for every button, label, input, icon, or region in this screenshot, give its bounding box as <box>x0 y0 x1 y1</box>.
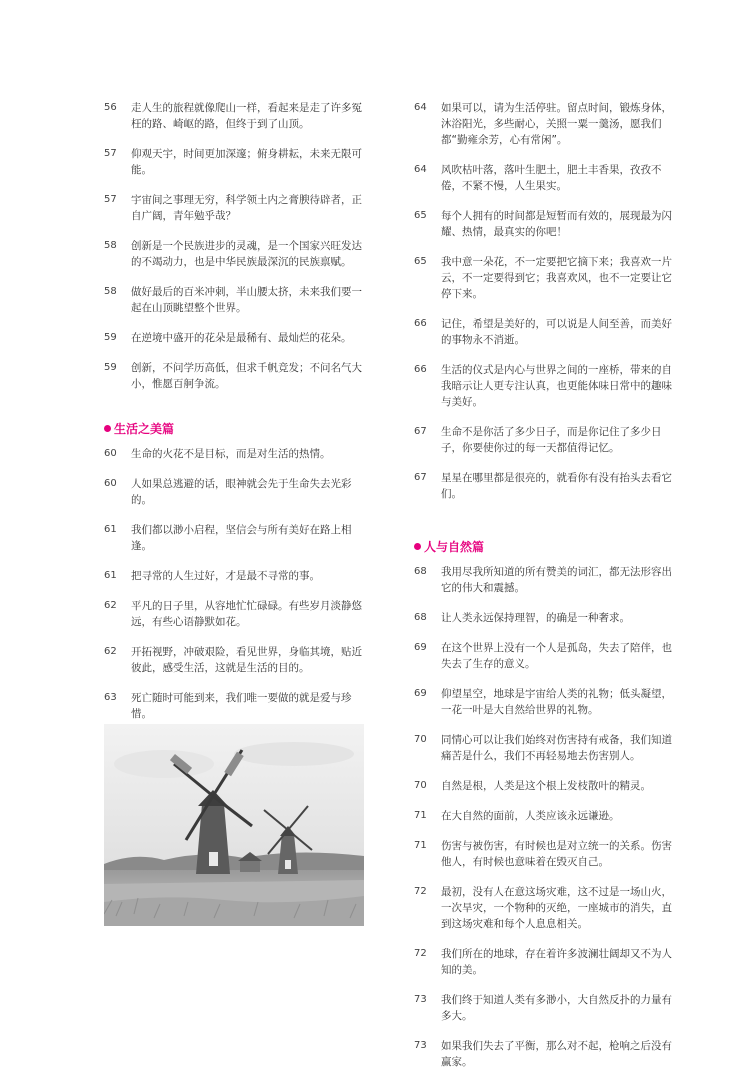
list-item <box>104 238 368 270</box>
page-number: 66 <box>414 318 427 329</box>
list-item <box>104 146 368 178</box>
list-item <box>414 254 680 302</box>
page-number: 71 <box>414 810 427 821</box>
page-number: 61 <box>104 524 117 535</box>
page-number: 64 <box>414 164 427 175</box>
left-entries-b <box>104 446 368 768</box>
page-number: 60 <box>104 478 117 489</box>
page-number: 68 <box>414 566 427 577</box>
quote-text: 宇宙间之事理无穷，科学领土内之膏腴待辟者，正自广阔，青年勉乎哉？ <box>131 194 362 222</box>
page-number: 64 <box>414 102 427 113</box>
list-item <box>414 208 680 240</box>
quote-text: 每个人拥有的时间都是短暂而有效的，展现最为闪耀、热情，最真实的你吧！ <box>441 210 672 238</box>
quote-text: 我们终于知道人类有多渺小，大自然反扑的力量有多大。 <box>441 994 672 1022</box>
quote-text: 自然是根，人类是这个根上发枝散叶的精灵。 <box>441 780 651 792</box>
quote-text: 星星在哪里都是很亮的，就看你有没有抬头去看它们。 <box>441 472 672 500</box>
right-entries-b <box>414 564 680 1070</box>
page-number: 58 <box>104 240 117 251</box>
list-item <box>414 640 680 672</box>
page-number: 73 <box>414 1040 427 1051</box>
page-number: 72 <box>414 948 427 959</box>
list-item <box>414 686 680 718</box>
list-item <box>104 568 368 584</box>
list-item <box>414 946 680 978</box>
section-title: 生活之美篇 <box>114 421 175 436</box>
quote-text: 记住，希望是美好的，可以说是人间至善，而美好的事物永不消逝。 <box>441 318 672 346</box>
left-entries-a <box>104 100 368 392</box>
list-item <box>104 360 368 392</box>
list-item <box>104 446 368 462</box>
quote-text: 生命不是你活了多少日子，而是你记住了多少日子，你要使你过的每一天都值得记忆。 <box>441 426 662 454</box>
quote-text: 如果我们失去了平衡，那么对不起，枪响之后没有赢家。 <box>441 1040 672 1068</box>
list-item <box>414 992 680 1024</box>
quote-text: 仰望星空，地球是宇宙给人类的礼物；低头凝望，一花一叶是大自然给世界的礼物。 <box>441 688 672 716</box>
page-number: 65 <box>414 256 427 267</box>
bullet-dot-icon <box>414 543 421 550</box>
quote-text: 死亡随时可能到来，我们唯一要做的就是爱与珍惜。 <box>131 692 352 720</box>
list-item <box>414 100 680 148</box>
quote-text: 做好最后的百米冲刺，半山腰太挤，未来我们要一起在山顶眺望整个世界。 <box>131 286 362 314</box>
list-item <box>414 610 680 626</box>
list-item <box>104 100 368 132</box>
list-item <box>414 362 680 410</box>
list-item <box>414 808 680 824</box>
quote-text: 在逆境中盛开的花朵是最稀有、最灿烂的花朵。 <box>131 332 352 344</box>
left-column <box>104 100 368 782</box>
quote-text: 开拓视野，冲破艰险，看见世界，身临其境，贴近彼此，感受生活，这就是生活的目的。 <box>131 646 362 674</box>
quote-text: 我们都以渺小启程，坚信会与所有美好在路上相逢。 <box>131 524 352 552</box>
quote-text: 生命的火花不是目标，而是对生活的热情。 <box>131 448 331 460</box>
page-number: 73 <box>414 994 427 1005</box>
section-title: 人与自然篇 <box>424 539 485 554</box>
list-item <box>414 564 680 596</box>
section-heading-life <box>104 420 368 436</box>
page-number: 65 <box>414 210 427 221</box>
quote-text: 把寻常的人生过好，才是最不寻常的事。 <box>131 570 320 582</box>
quote-text: 平凡的日子里，从容地忙忙碌碌。有些岁月淡静悠远，有些心语静默如花。 <box>131 600 362 628</box>
quote-text: 在大自然的面前，人类应该永远谦逊。 <box>441 810 620 822</box>
list-item <box>104 476 368 508</box>
list-item <box>104 644 368 676</box>
page-number: 60 <box>104 448 117 459</box>
page-number: 59 <box>104 362 117 373</box>
page-number: 67 <box>414 472 427 483</box>
quote-text: 在这个世界上没有一个人是孤岛，失去了陪伴，也失去了生存的意义。 <box>441 642 672 670</box>
list-item <box>414 424 680 456</box>
page-number: 61 <box>104 570 117 581</box>
page-number: 69 <box>414 688 427 699</box>
quote-text: 同情心可以让我们始终对伤害持有戒备，我们知道痛苦是什么，我们不再轻易地去伤害别人。 <box>441 734 672 762</box>
list-item <box>414 732 680 764</box>
list-item <box>414 1038 680 1070</box>
page-number: 62 <box>104 646 117 657</box>
page-number: 68 <box>414 612 427 623</box>
quote-text: 风吹枯叶落，落叶生肥土，肥土丰香果，孜孜不倦，不紧不慢，人生果实。 <box>441 164 662 192</box>
list-item <box>414 778 680 794</box>
quote-text: 仰观天宇，时间更加深邃；俯身耕耘，未来无限可能。 <box>131 148 362 176</box>
quote-text: 让人类永远保持理智，的确是一种奢求。 <box>441 612 630 624</box>
quote-text: 我用尽我所知道的所有赞美的词汇，都无法形容出它的伟大和震撼。 <box>441 566 672 594</box>
page-number: 70 <box>414 734 427 745</box>
page-number: 70 <box>414 780 427 791</box>
list-item <box>414 838 680 870</box>
list-item <box>414 316 680 348</box>
quote-text: 创新是一个民族进步的灵魂，是一个国家兴旺发达的不竭动力，也是中华民族最深沉的民族禀赋。 <box>131 240 362 268</box>
quote-text: 我们所在的地球，存在着许多波澜壮阔却又不为人知的美。 <box>441 948 672 976</box>
list-item <box>414 470 680 502</box>
list-item <box>104 192 368 224</box>
list-item <box>104 598 368 630</box>
quote-text: 人如果总逃避的话，眼神就会先于生命失去光彩的。 <box>131 478 352 506</box>
quote-text: 走人生的旅程就像爬山一样，看起来是走了许多冤枉的路、崎岖的路，但终于到了山顶。 <box>131 102 362 130</box>
quote-text: 创新，不问学历高低，但求千帆竞发；不问名气大小，惟愿百舸争流。 <box>131 362 362 390</box>
page-number: 58 <box>104 286 117 297</box>
windmill-photo <box>104 724 364 926</box>
page-number: 56 <box>104 102 117 113</box>
list-item <box>104 284 368 316</box>
page-number: 66 <box>414 364 427 375</box>
list-item <box>104 690 368 722</box>
list-item <box>414 884 680 932</box>
quote-text: 最初，没有人在意这场灾难，这不过是一场山火，一次旱灾，一个物种的灭绝，一座城市的消失，直到这场灾难和每个人息息相关。 <box>441 886 672 930</box>
right-entries-a <box>414 100 680 502</box>
list-item <box>414 162 680 194</box>
section-heading-nature <box>414 538 680 554</box>
list-item <box>104 330 368 346</box>
page-number: 63 <box>104 692 117 703</box>
page-number: 71 <box>414 840 427 851</box>
quote-text: 如果可以，请为生活停驻。留点时间，锻炼身体，沐浴阳光，多些耐心，关照一粟一羹汤，愿我们都“勤雍余芳，心有常闲”。 <box>441 102 672 146</box>
quote-text: 伤害与被伤害，有时候也是对立统一的关系。伤害他人，有时候也意味着在毁灭自己。 <box>441 840 672 868</box>
page-number: 67 <box>414 426 427 437</box>
list-item <box>104 522 368 554</box>
page-number: 57 <box>104 194 117 205</box>
page-number: 59 <box>104 332 117 343</box>
quote-text: 生活的仪式是内心与世界之间的一座桥，带来的自我暗示让人更专注认真，也更能体味日常中的趣味与美好。 <box>441 364 672 408</box>
bullet-dot-icon <box>104 425 111 432</box>
page-number: 57 <box>104 148 117 159</box>
page-number: 69 <box>414 642 427 653</box>
page-number: 62 <box>104 600 117 611</box>
right-column <box>414 100 680 1084</box>
quote-text: 我中意一朵花，不一定要把它摘下来；我喜欢一片云，不一定要得到它；我喜欢风，也不一定要让它停下来。 <box>441 256 672 300</box>
page-number: 72 <box>414 886 427 897</box>
